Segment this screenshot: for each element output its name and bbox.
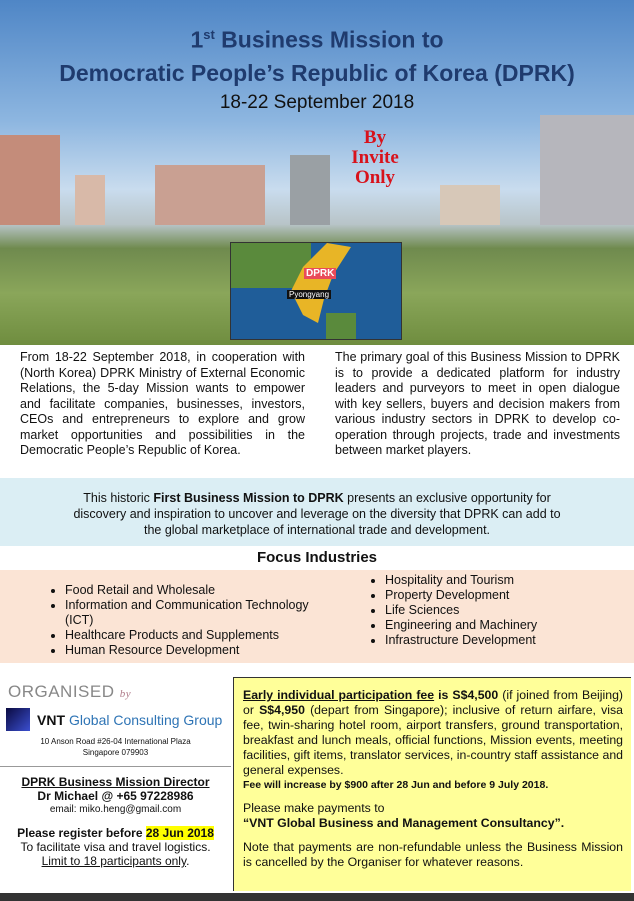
focus-industries — [0, 570, 634, 663]
industry-item: • Hospitality and Tourism — [385, 573, 634, 588]
industry-item: • Engineering and Machinery — [385, 618, 634, 633]
intro-columns — [20, 350, 620, 459]
dprk-label: DPRK — [306, 268, 335, 279]
industry-item: • Human Resource Development — [65, 643, 317, 658]
highlight-band: This historic First Business Mission to DPRK presents an exclusive opportunity for discovery and inspiration to uncover and leverage on the diversity that DPRK can add to the global marketplace of international trade and development. — [0, 478, 634, 546]
footer-bar — [0, 893, 634, 901]
industry-item: • Food Retail and Wholesale — [65, 583, 317, 598]
focus-heading: Focus Industries — [256, 549, 378, 566]
organiser-panel: ORGANISED by VNT Global Consulting Group 10 Anson Road #26-04 International Plaza Singapore 079903 DPRK Business Mission Director Dr Michael @ +65 97228986 email: miko.heng@gmail.com Please register before 28 Jun 2018 To facilitate visa and travel logistics. Limit to 18 participants only. — [0, 677, 231, 892]
intro-right: The primary goal of this Business Mission to DPRK is to provide a dedicated platform for industry leaders and purveyors to meet in open dialogue with key sellers, buyers and decision makers from various industry sectors in DPRK to develop co-operation through projects, trade and investments between market players. — [335, 350, 620, 457]
fee-panel: Early individual participation fee is S$4,500 (if joined from Beijing) or S$4,950 (depart from Singapore); inclusive of return airfare, visa fee, twin-sharing hotel room, airport transfers, ground transportation, breakfast and lunch meals, official functions, Mission events, meeting facilities, gift items, translator services, in-country staff assistance and general expenses. Fee will increase by $900 after 28 Jun and before 9 July 2018. Please make payments to “VNT Global Business and Management Consultancy”. Note that payments are non-refundable unless the Business Mission is cancelled by the Organiser for whatever reasons. — [233, 677, 631, 891]
industry-item: • Infrastructure Development — [385, 633, 634, 648]
hero-photo — [0, 0, 634, 345]
vnt-logo-icon — [6, 708, 30, 731]
intro-left: From 18-22 September 2018, in cooperation with (North Korea) DPRK Ministry of External Economic Relations, the 5-day Mission wants to empower and facilitate companies, businesses, investors, CEOs and entrepreneurs to explore and grow market opportunities and possibilities in the Democratic People’s Republic of Korea. — [20, 350, 305, 457]
industry-item: • Healthcare Products and Supplements — [65, 628, 317, 643]
page-title: 1st Business Mission to Democratic People’s Republic of Korea (DPRK) — [59, 26, 575, 86]
invite-only-badge: By Invite Only — [351, 127, 399, 188]
event-dates: 18-22 September 2018 — [219, 92, 415, 113]
pyongyang-label: Pyongyang — [289, 290, 330, 299]
industry-item: • Property Development — [385, 588, 634, 603]
industry-item: • Information and Communication Technology (ICT) — [65, 598, 317, 628]
industry-item: • Life Sciences — [385, 603, 634, 618]
korea-map — [230, 242, 402, 340]
email-link[interactable]: email: miko.heng@gmail.com — [49, 804, 182, 815]
